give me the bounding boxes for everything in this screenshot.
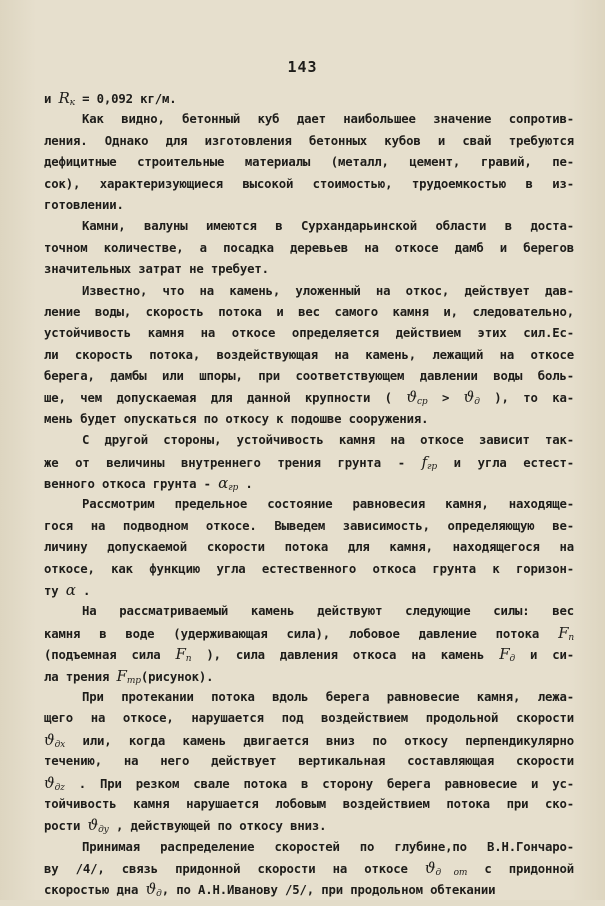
text-run: При протекании потока вдоль берега равновесие камня, лежа-: [82, 689, 574, 704]
text-line: [44, 259, 574, 280]
text-line: [44, 666, 574, 687]
text-run: камня в воде (удерживающая сила), лобовое давление потока: [44, 626, 559, 641]
math-symbol: $F_д$: [499, 645, 516, 665]
math-subscript: п: [568, 632, 574, 643]
text-run: (подъемная сила: [44, 648, 176, 663]
text-run: и: [44, 92, 59, 106]
math-subscript: п: [185, 654, 192, 665]
text-line: [44, 879, 574, 900]
text-run: Как видно, бетонный куб дает наибольшее значение сопротив-: [82, 112, 574, 127]
math-subscript: тр: [126, 675, 141, 686]
text-run: и угла естест-: [437, 455, 574, 470]
page-number: 143: [287, 58, 318, 76]
text-line: [44, 858, 574, 879]
text-run: или, когда камень двигается вниз по откосу перпендикулярно: [65, 733, 574, 748]
text-run: рости: [44, 819, 88, 834]
text-run: ление воды, скорость потока и вес самого камня и, следовательно,: [44, 304, 574, 319]
text-line: [44, 323, 574, 344]
text-run: = 0,092 кг/м.: [74, 92, 177, 106]
body-text: [44, 88, 574, 901]
text-run: ления. Однако для изготовления бетонных кубов и свай требуются: [44, 133, 574, 148]
text-line: [44, 409, 574, 430]
text-line: [44, 473, 574, 494]
text-run: ту: [44, 583, 66, 598]
text-run: ли скорость потока, воздействующая на камень, лежащий на откосе: [44, 347, 574, 362]
math-subscript: д: [156, 889, 162, 900]
text-run: Известно, что на камень, уложенный на откос, действует дав-: [82, 283, 574, 298]
math-symbol: $ϑ_д$: [463, 388, 480, 408]
text-line: [44, 708, 574, 729]
math-subscript: д от: [435, 868, 468, 879]
text-run: сок), характеризующиеся высокой стоимостью, трудоемкостью в из-: [44, 176, 574, 191]
text-line: [44, 387, 574, 408]
text-run: готовлении.: [44, 197, 124, 212]
text-run: С другой стороны, устойчивость камня на откосе зависит так-: [82, 433, 574, 448]
text-run: щего на откосе, нарушается под воздействием продольной скорости: [44, 711, 574, 726]
math-subscript: ср: [416, 397, 428, 408]
text-line: [44, 794, 574, 815]
math-subscript: дх: [54, 739, 66, 750]
math-subscript: к: [69, 98, 75, 108]
text-line: [44, 345, 574, 366]
text-line: [44, 516, 574, 537]
text-line: [44, 366, 574, 387]
text-run: и си-: [515, 648, 574, 663]
text-run: тойчивость камня нарушается лобовым воздействием потока при ско-: [44, 796, 574, 811]
text-run: течению, на него действует вертикальная составляющая скорости: [44, 754, 574, 769]
math-subscript: д: [509, 654, 516, 665]
text-run: Принимая распределение скоростей по глубине,по В.Н.Гончаро-: [82, 839, 574, 854]
text-run: ), сила давления откоса на камень: [191, 648, 500, 663]
text-run: . При резком свале потока в сторону берега равновесие и ус-: [64, 776, 574, 791]
text-line: [44, 238, 574, 259]
text-line: [44, 837, 574, 858]
text-run: гося на подводном откосе. Выведем зависимость, определяющую ве-: [44, 518, 574, 533]
text-line: [44, 430, 574, 451]
text-line: [44, 815, 574, 836]
math-symbol: $F_{тр}$: [116, 666, 141, 686]
text-run: берега, дамбы или шпоры, при соответствующем давлении воды боль-: [44, 369, 574, 384]
text-run: же от величины внутреннего трения грунта -: [44, 455, 422, 470]
text-run: значительных затрат не требует.: [44, 262, 269, 277]
math-symbol: $ϑ_{ду}$: [87, 816, 109, 836]
text-line: [44, 109, 574, 130]
text-line: [44, 730, 574, 751]
math-symbol: α: [65, 580, 76, 599]
math-subscript: ду: [98, 825, 109, 836]
text-run: устойчивость камня на откосе определяется действием этих сил.Ес-: [44, 326, 574, 341]
text-run: , по А.Н.Иванову /5/, при продольном обтекании: [161, 883, 496, 898]
math-symbol: $R_к$: [58, 89, 75, 108]
math-symbol: $\alpha_{гр}$: [218, 474, 239, 494]
text-run: .: [238, 477, 253, 492]
text-run: Рассмотрим предельное состояние равновесия камня, находяще-: [82, 497, 574, 512]
text-run: дефицитные строительные материалы (металл, цемент, гравий, пе-: [44, 155, 574, 170]
text-run: мень будет опускаться по откосу к подошве сооружения.: [44, 411, 429, 426]
text-line: [44, 174, 574, 195]
text-run: .: [75, 583, 91, 598]
text-run: На рассматриваемый камень действуют следующие силы: вес: [82, 604, 574, 619]
text-line: [44, 623, 574, 644]
math-symbol: $F_п$: [175, 645, 192, 665]
text-line: [44, 537, 574, 558]
text-line: [44, 773, 574, 794]
text-line: [44, 580, 574, 601]
text-line: [44, 131, 574, 152]
text-line: [44, 452, 574, 473]
text-line: [44, 195, 574, 216]
math-symbol: $ϑ_{ср}$: [406, 388, 428, 408]
math-subscript: дz: [54, 782, 65, 793]
text-line: [44, 494, 574, 515]
text-run: личину допускаемой скорости потока для камня, находящегося на: [44, 540, 574, 555]
text-line: [44, 687, 574, 708]
math-symbol: $ϑ_{дх}$: [44, 730, 66, 750]
text-run: скоростью дна: [44, 883, 146, 898]
text-line: [44, 88, 574, 109]
text-run: с придонной: [467, 862, 574, 877]
math-subscript: д: [474, 397, 480, 408]
text-run: , действующей по откосу вниз.: [108, 819, 327, 834]
text-line: [44, 216, 574, 237]
text-run: ), то ка-: [479, 391, 574, 406]
text-run: венного откоса грунта -: [44, 477, 219, 492]
text-line: [44, 302, 574, 323]
text-run: ву /4/, связь придонной скорости на откосе: [44, 862, 425, 877]
math-symbol: $F_п$: [558, 623, 574, 643]
text-line: [44, 559, 574, 580]
math-subscript: гр: [427, 461, 438, 472]
text-run: ше, чем допускаемая для данной крупности (: [44, 391, 407, 406]
text-run: точном количестве, а посадка деревьев на откосе дамб и берегов: [44, 240, 574, 255]
math-symbol: $ϑ_д$: [145, 880, 162, 900]
text-line: [44, 601, 574, 622]
text-line: [44, 644, 574, 665]
math-symbol: $ϑ_{дz}$: [44, 773, 65, 793]
text-run: >: [427, 391, 464, 406]
math-subscript: гр: [228, 483, 239, 494]
text-line: [44, 281, 574, 302]
math-symbol: $ϑ_{д от}$: [424, 859, 468, 879]
text-line: [44, 152, 574, 173]
text-run: (рисунок).: [140, 669, 214, 684]
math-symbol: $f_{гр}$: [421, 452, 438, 472]
text-run: откосе, как функцию угла естественного откоса грунта к горизон-: [44, 561, 574, 576]
text-run: ла трения: [44, 669, 117, 684]
text-run: Камни, валуны имеются в Сурхандарьинской области в доста-: [82, 219, 574, 234]
text-line: [44, 751, 574, 772]
